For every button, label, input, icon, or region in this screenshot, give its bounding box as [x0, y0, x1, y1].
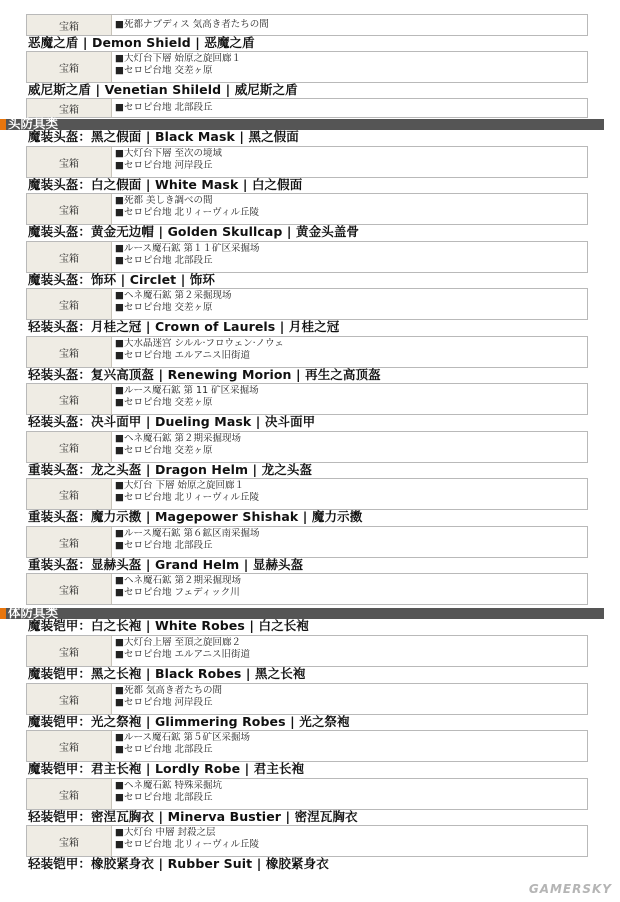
row-label: 宝箱	[27, 194, 112, 224]
row-label: 宝箱	[27, 147, 112, 177]
row-label: 宝箱	[27, 52, 112, 82]
location-text: ■大灯台 下層 始原之旋回廊１	[115, 480, 245, 491]
location-row	[26, 383, 588, 415]
row-label: 宝箱	[27, 779, 112, 809]
location-row	[26, 146, 588, 178]
location-text: ■死都ナプディス 気高き者たちの間	[115, 19, 269, 30]
location-row	[26, 730, 588, 762]
location-row	[26, 635, 588, 667]
item-title: 威尼斯之盾 | Venetian Shileld | 威尼斯之盾	[28, 82, 298, 97]
location-text: ■セロピ台地 河岸段丘	[115, 160, 213, 171]
location-text: ■セロピ台地 北リィーヴィル丘陵	[115, 207, 260, 218]
location-row	[26, 478, 588, 510]
item-title: 重装头盔：显赫头盔 | Grand Helm | 显赫头盔	[28, 557, 304, 572]
item-title: 重装头盔：魔力示擞 | Magepower Shishak | 魔力示擞	[28, 509, 363, 524]
item-title: 魔装铠甲：君主长袍 | Lordly Robe | 君主长袍	[28, 761, 305, 776]
item-title: 轻装铠甲：密涅瓦胸衣 | Minerva Bustier | 密涅瓦胸衣	[28, 809, 358, 824]
location-row	[26, 14, 588, 36]
row-label: 宝箱	[27, 289, 112, 319]
section-label: 头防具类	[8, 116, 59, 131]
location-text: ■セロピ台地 河岸段丘	[115, 697, 213, 708]
location-text: ■セロピ台地 北部段丘	[115, 102, 213, 113]
location-text: ■セロピ台地 交差ヶ原	[115, 65, 213, 76]
row-label: 宝箱	[27, 479, 112, 509]
row-label: 宝箱	[27, 684, 112, 714]
row-label: 宝箱	[27, 242, 112, 272]
location-text: ■セロピ台地 北部段丘	[115, 540, 213, 551]
item-title: 轻装头盔：复兴高顶盔 | Renewing Morion | 再生之高顶盔	[28, 367, 381, 382]
location-text: ■セロピ台地 フェディック川	[115, 587, 240, 598]
location-row	[26, 288, 588, 320]
location-row	[26, 526, 588, 558]
location-text: ■死都 美しき調べの間	[115, 195, 213, 206]
location-row	[26, 778, 588, 810]
row-label: 宝箱	[27, 15, 112, 35]
location-row	[26, 193, 588, 225]
location-text: ■セロピ台地 北部段丘	[115, 255, 213, 266]
row-label: 宝箱	[27, 384, 112, 414]
location-row	[26, 98, 588, 118]
item-title: 魔装头盔：白之假面 | White Mask | 白之假面	[28, 177, 303, 192]
location-text: ■大灯台 中層 封殺之层	[115, 827, 216, 838]
location-text: ■セロピ台地 北リィーヴィル丘陵	[115, 839, 260, 850]
row-label: 宝箱	[27, 574, 112, 604]
location-text: ■ヘネ魔石鉱 第２期采掘现场	[115, 575, 241, 586]
row-label: 宝箱	[27, 826, 112, 856]
row-label: 宝箱	[27, 432, 112, 462]
item-title: 魔装铠甲：光之祭袍 | Glimmering Robes | 光之祭袍	[28, 714, 350, 729]
location-row	[26, 51, 588, 83]
location-text: ■大水晶迷宫 シルル·フロウェン·ノウェ	[115, 338, 284, 349]
location-text: ■セロピ台地 エルアニス旧街道	[115, 649, 251, 660]
location-text: ■ヘネ魔石鉱 特殊采掘坑	[115, 780, 222, 791]
item-title: 轻装头盔：决斗面甲 | Dueling Mask | 决斗面甲	[28, 414, 316, 429]
location-text: ■セロピ台地 交差ヶ原	[115, 302, 213, 313]
item-title: 轻装铠甲：橡胶紧身衣 | Rubber Suit | 橡胶紧身衣	[28, 856, 329, 871]
section-label: 体防具类	[8, 605, 59, 620]
location-text: ■ルース魔石鉱 第 11 矿区采掘场	[115, 385, 259, 396]
location-text: ■セロピ台地 北部段丘	[115, 744, 213, 755]
location-text: ■ヘネ魔石鉱 第２期采掘现场	[115, 433, 241, 444]
item-title: 重装头盔：龙之头盔 | Dragon Helm | 龙之头盔	[28, 462, 313, 477]
item-title: 恶魔之盾 | Demon Shield | 恶魔之盾	[28, 35, 255, 50]
item-title: 轻装头盔：月桂之冠 | Crown of Laurels | 月桂之冠	[28, 319, 340, 334]
section-accent	[0, 119, 6, 130]
location-text: ■死都 気高き者たちの間	[115, 685, 222, 696]
item-title: 魔装头盔：黄金无边帽 | Golden Skullcap | 黄金头盖骨	[28, 224, 360, 239]
location-text: ■ルース魔石鉱 第１１矿区采掘场	[115, 243, 260, 254]
location-row	[26, 241, 588, 273]
location-text: ■大灯台下層 始原之旋回廊１	[115, 53, 241, 64]
item-title: 魔装头盔：饰环 | Circlet | 饰环	[28, 272, 216, 287]
row-label: 宝箱	[27, 99, 112, 117]
location-text: ■大灯台上層 至頂之旋回廊２	[115, 637, 241, 648]
watermark: GAMERSKY	[528, 882, 612, 896]
location-text: ■ルース魔石鉱 第５矿区采掘场	[115, 732, 251, 743]
location-text: ■セロピ台地 エルアニス旧街道	[115, 350, 251, 361]
item-title: 魔装头盔：黑之假面 | Black Mask | 黑之假面	[28, 129, 299, 144]
location-row	[26, 431, 588, 463]
row-label: 宝箱	[27, 731, 112, 761]
location-row	[26, 825, 588, 857]
row-label: 宝箱	[27, 527, 112, 557]
row-label: 宝箱	[27, 636, 112, 666]
location-text: ■セロピ台地 交差ヶ原	[115, 445, 213, 456]
location-text: ■セロピ台地 北リィーヴィル丘陵	[115, 492, 260, 503]
location-text: ■ルース魔石鉱 第６鉱区南采掘场	[115, 528, 260, 539]
location-text: ■大灯台下層 至次の境域	[115, 148, 222, 159]
location-row	[26, 573, 588, 605]
location-text: ■セロピ台地 北部段丘	[115, 792, 213, 803]
row-label: 宝箱	[27, 337, 112, 367]
location-row	[26, 336, 588, 368]
location-text: ■セロピ台地 交差ヶ原	[115, 397, 213, 408]
section-accent	[0, 608, 6, 619]
location-row	[26, 683, 588, 715]
item-title: 魔装铠甲：黑之长袍 | Black Robes | 黑之长袍	[28, 666, 306, 681]
location-text: ■ヘネ魔石鉱 第２采掘现场	[115, 290, 232, 301]
item-title: 魔装铠甲：白之长袍 | White Robes | 白之长袍	[28, 618, 309, 633]
